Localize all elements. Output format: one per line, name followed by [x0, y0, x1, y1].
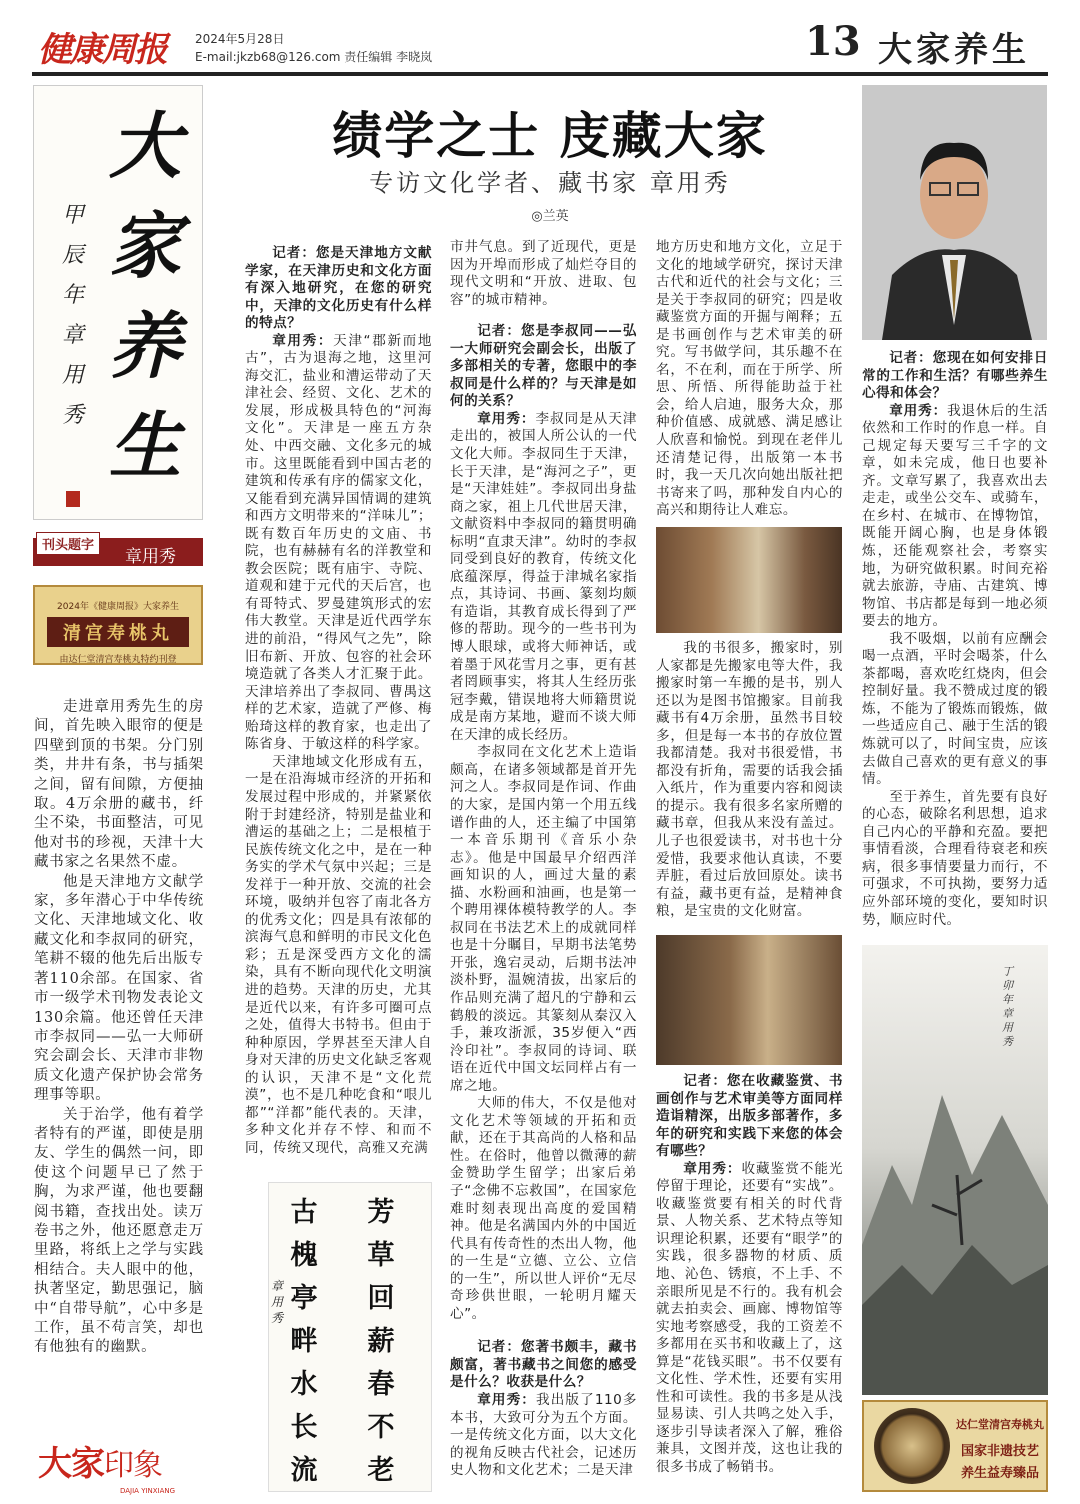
title-credit-label: 刊头题字	[36, 532, 100, 555]
bookshelf-photo	[656, 935, 842, 1065]
interview-question: 记者：您在收藏鉴赏、书画创作与艺术审美等方面同样造诣精深，出版多部著作，多年的研究和实践下来您的体会有哪些？	[656, 1073, 843, 1160]
speaker-label: 章用秀：	[477, 1392, 537, 1408]
footer-logo-b: 印象	[104, 1448, 162, 1483]
paragraph: 我不吸烟，以前有应酬会喝一点酒，平时会喝茶，什么茶都喝，喜欢吃红烧肉，但会控制好量。我不赞成过度的锻炼，不能为了锻炼而锻炼，做一些适应自己、融于生活的锻炼就可以了，时间宝贵，应该去做自己喜欢的更有意义的事情。	[862, 630, 1048, 788]
title-credit-name: 章用秀	[125, 547, 176, 567]
interview-question: 记者：您现在如何安排日常的工作和生活？有哪些养生心得和体会？	[862, 350, 1048, 402]
landscape-painting	[862, 945, 1048, 1395]
footer-logo	[38, 1446, 162, 1484]
article-column-3-top	[656, 239, 843, 524]
paragraph: 李叔同在文化艺术上造诣颇高，在诸多领域都是首开先河之人。李叔同是作词、作曲的大家，是国内第一个用五线谱作曲的人，还主编了中国第一本音乐期刊《音乐小杂志》。他是中国最早介绍西洋画知识的人，画过大量的素描、水粉画和油画，也是第一个聘用裸体模特教学的人。李叔同在书法艺术上的成就同样也是十分瞩目，早期书法笔势开张，逸宕灵动，后期书法冲淡朴野，温婉清拔，出家后的作品则充满了超凡的宁静和云鹤般的淡远。其篆刻从秦汉入手，兼攻浙派，35岁便入“西泠印社”。李叔同的诗词、联语在近代中国文坛同样占有一席之地。	[450, 744, 637, 1094]
couplet-right: 芳草回薪春不老	[367, 1197, 395, 1486]
couplet-signature: 章用秀	[271, 1279, 284, 1325]
study-photo	[656, 527, 842, 633]
paragraph: 我的书很多，搬家时，别人家都是先搬家电等大件，我搬家时第一车搬的是书，别人还以为是图书馆搬家。目前我藏书有4万余册，虽然书目较多，但是每一本书的存放位置我都清楚。我对书很爱惜，书都没有折角，需要的话我会插入纸片，作为重要内容和阅读的提示。我有很多名家所赠的藏书章，但我从来没有盖过。儿子也很爱读书，对书也十分爱惜，我要求他认真读，不要弄脏，看过后放回原处。读书有益，藏书更有益，是精神食粮，是宝贵的文化财富。	[656, 640, 843, 920]
calligraphy-column-title	[33, 85, 203, 520]
footer-logo-en: DAJIA YINXIANG	[120, 1487, 176, 1495]
article-author: ◎兰英	[531, 209, 569, 224]
calligraphy-couplet	[268, 1182, 432, 1492]
article-column-1	[245, 245, 432, 1175]
painting-inscription: 丁卯年章用秀	[1002, 965, 1013, 1048]
issue-date: 2024年5月28日	[195, 32, 285, 46]
portrait-photo	[862, 85, 1047, 340]
article-column-4	[862, 350, 1048, 930]
calligraphy-main: 大家养生	[109, 103, 182, 488]
lead-paragraph: 走进章用秀先生的房间，首先映入眼帘的便是四壁到顶的书架。分门别类，井井有条，书与插架之间，留有间隙，方便抽取。4万余册的藏书，纤尘不染，书面整洁，可见他对书的珍视，天津十大藏书家之名果然不虚。	[34, 699, 204, 871]
interview-question: 记者：您著书颇丰，藏书颇富，著书藏书之间您的感受是什么？收获是什么？	[450, 1339, 637, 1391]
paragraph: 地方历史和地方文化，立足于文化的地域学研究，探讨天津古代和近代的社会与文化；三是关于李叔同的研究；四是收藏鉴赏方面的开掘与阐释；五是书画创作与艺术审美的研究。写书做学问，其乐趣不在名，不在利，而在于所学、所思、所悟、所得能助益于社会，给人启迪，服务大众，那种价值感、成就感、满足感让人欣喜和愉悦。到现在老伴儿还清楚记得，出版第一本书时，我一天几次向她出版社把书寄来了吗，那种发自内心的高兴和期待让人难忘。	[656, 239, 843, 519]
interview-answer: 收藏鉴赏不能光停留于理论，还要有“实战”。收藏鉴赏要有相关的时代背景、人物关系、艺术特点等知识理论积累，还要有“眼学”的实践，很多器物的材质、质地、沁色、锈痕，不上手、不亲眼所见是不行的。我有机会就去拍卖会、画廊、博物馆等实地考察感受，我的工资差不多都用在买书和收藏上了，这算是“花钱买眼”。书不仅要有文化性、学术性，还要有实用性和可读性。我的书多是从浅显易读、引人共鸣之处入手，逐步引导读者深入了解，雅俗兼具，文图并茂，这也让我的很多书成了畅销书。	[656, 1160, 843, 1476]
interview-answer: 李叔同是从天津走出的，被国人所公认的一代文化大师。李叔同生于天津，长于天津，是“海河之子”，更是“天津娃娃”。李叔同出身盐商之家，祖上几代世居天津，文献资料中李叔同的籍贯明确标明“直隶天津”。幼时的李叔同受到良好的教育，传统文化底蕴深厚，得益于津城名家指点，其诗词、书画、篆刻均颇有造诣，其教育成长得到了严修的帮助。现今的一些书刊为博人眼球，或将大师神话，或着墨于风花雪月之事，更有甚者罔顾事实，将其人生经历张冠李戴，错误地将大师籍贯说成是南方某地，避而不谈大师在天津的成长经历。	[450, 410, 637, 743]
lead-text	[34, 698, 204, 1358]
lead-paragraph: 他是天津地方文献学家，多年潜心于中华传统文化、天津地域文化、收藏文化和李叔同的研究，笔耕不辍的他先后出版专著110余部。在国家、省市一级学术刊物发表论文130余篇。他还曾任天津市李叔同——弘一大师研究会副会长、天津市非物质文化遗产保护协会常务理事等职。	[34, 873, 204, 1104]
interview-answer: 我退休后的生活依然和工作时的作息一样。自己规定每天要写三千字的文章，如未完成，他日也要补齐。文章写累了，我喜欢出去走走，或坐公交车、或骑车，在乡村、在城市、在博物馆，既能开阔心胸，也是身体锻炼，还能观察社会，考察实地，为研究做积累。时间充裕就去旅游，寺庙、古建筑、博物馆、书店都是每到一地必须要去的地方。	[862, 402, 1048, 630]
footer-logo-a: 大家	[38, 1444, 104, 1484]
speaker-label: 章用秀：	[272, 332, 334, 349]
ad-line: 达仁堂清宫寿桃丸	[956, 1418, 1044, 1431]
interview-question: 记者：您是天津地方文献学家，在天津历史和文化方面有深入地研究，在您的研究中，天津的文化历史有什么样的特点？	[245, 245, 432, 332]
paragraph: 大师的伟大，不仅是他对文化艺术等领域的开拓和贡献，还在于其高尚的人格和品性。在俗时，他曾以微薄的薪金赞助学生留学；出家后弟子“念佛不忘救国”，在国家危难时刻表现出高度的爱国精神。他是名满国内外的中国近代具有传奇性的杰出人物，他的一生是“立德、立公、立信的一生”，所以世人评价“无尽奇珍供世眼，一轮明月耀天心”。	[450, 1095, 637, 1322]
sponsor-ad-top[interactable]	[33, 585, 203, 665]
article-column-3-middle	[656, 640, 843, 930]
ad-line: 2024年《健康周报》大家养生	[57, 602, 179, 612]
page-number: 13	[805, 18, 861, 65]
article-title: 绩学之士 庋藏大家	[332, 106, 768, 165]
section-title: 大家养生	[878, 30, 1030, 70]
article-subtitle: 专访文化学者、藏书家 章用秀	[369, 169, 731, 197]
paragraph: 市井气息。到了近现代，更是因为开埠而形成了灿烂夺目的现代文明和“开放、进取、包容”的城市精神。	[450, 239, 637, 308]
interview-answer: 天津“郡新而地古”，古为退海之地，这里河海交汇，盐业和漕运带动了天津社会、经贸、文化、艺术的发展，形成极具特色的“河海文化”。天津是一座五方杂处、中西交融、文化多元的城市。这里既能看到中国古老的建筑和传承有序的儒家文化，又能看到充满异国情调的建筑和西方文明带来的“洋味儿”；既有数百年历史的文庙、书院，也有赫赫有名的洋教堂和教会医院；既有庙宇、寺院、道观和建于元代的天后宫，也有哥特式、罗曼建筑形式的宏伟大教堂。天津是近代西学东进的前沿，“得风气之先”，除旧布新、开放、包容的社会环境造就了各类人才汇聚于此。天津培养出了李叔同、曹禺这样的艺术家，造就了严修、梅贻琦这样的教育家，也走出了陈省身、于敏这样的科学家。	[245, 332, 432, 753]
interview-answer: 我出版了110多本书，大致可分为五个方面。一是传统文化方面，以大文化的视角反映古代社会，记述历史人物和文化艺术；二是天津	[450, 1392, 637, 1479]
lead-paragraph: 关于治学，他有着学者特有的严谨，即使是朋友、学生的偶然一问，即使这个问题早已了然于胸，为求严谨，他也要翻阅书籍，查找出处。读万卷书之外，他还愿意走万里路，将纸上之学与实践相结合。夫人眼中的他，执著坚定，勤思强记，脑中“自带导航”，心中多是工作，虽不苟言笑，却也有他独有的幽默。	[34, 1106, 204, 1356]
ad-line: 国家非遗技艺	[960, 1444, 1039, 1459]
ad-line: 由达仁堂清宫寿桃丸特约刊登	[59, 655, 177, 665]
sponsor-ad-bottom[interactable]	[862, 1400, 1048, 1492]
article-column-2	[450, 239, 637, 1494]
editor-contact: E-mail:jkzb68@126.com 责任编辑 李晓岚	[195, 50, 433, 64]
masthead-logo: 健康周报	[38, 30, 166, 70]
product-medal-icon	[874, 1408, 950, 1484]
red-seal-icon	[66, 491, 80, 507]
speaker-label: 章用秀：	[683, 1160, 742, 1177]
paragraph: 天津地域文化形成有五，一是在沿海城市经济的开拓和发展过程中形成的，并紧紧依附于封建经济，特别是盐业和漕运的基础之上；二是根植于民族传统文化之中，是在一种务实的学术气氛中兴起；三是发祥于一种开放、交流的社会环境，吸纳并包容了南北各方的优秀文化；四是具有浓郁的滨海气息和鲜明的市民文化色彩；五是深受西方文化的濡染，具有不断向现代化文明演进的趋势。天津的历史，尤其是近代以来，有许多可圈可点之处，值得大书特书。但由于种种原因，学界甚至天津人自身对天津的历史文化缺乏客观的认识，天津不是“文化荒漠”，也不是几种吃食和“哏儿都”“洋都”能代表的。天津，多种文化并存不悖、和而不同，传统又现代，高雅又充满	[245, 753, 432, 1156]
article-column-3-bottom	[656, 1073, 843, 1494]
speaker-label: 章用秀：	[477, 410, 536, 427]
speaker-label: 章用秀：	[889, 402, 948, 419]
calligraphy-inscription: 甲辰年章用秀	[62, 203, 85, 428]
interview-question: 记者：您是李叔同——弘一大师研究会副会长，出版了多部相关的专著，您眼中的李叔同是什么样的？与天津是如何的关系？	[450, 323, 637, 410]
paragraph: 至于养生，首先要有良好的心态，破除名利思想，追求自己内心的平静和充盈。要把事情看淡，合理看待衰老和疾病，很多事情要量力而行，不可强求，不可执拗，要努力适应外部环境的变化，要知时识势，顺应时代。	[862, 788, 1048, 928]
ad-product: 清宫寿桃丸	[47, 617, 189, 647]
header-rule	[32, 72, 1048, 76]
couplet-left: 古槐亭畔水长流	[290, 1197, 318, 1486]
ad-line: 养生益寿臻品	[960, 1466, 1039, 1481]
